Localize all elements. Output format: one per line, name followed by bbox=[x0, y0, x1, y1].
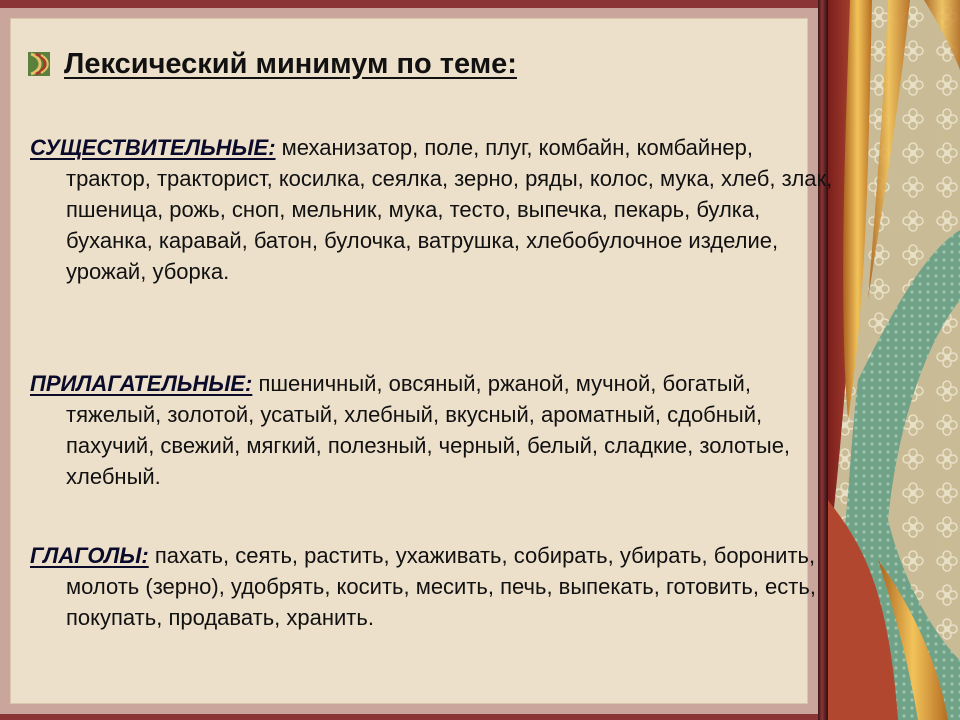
decorative-pattern bbox=[828, 0, 960, 720]
section-label-adjectives: ПРИЛАГАТЕЛЬНЫЕ: bbox=[30, 371, 253, 396]
section-nouns bbox=[30, 132, 836, 287]
decorative-side-panel bbox=[828, 0, 960, 720]
bullet-icon bbox=[28, 52, 50, 76]
section-verbs bbox=[30, 540, 836, 633]
section-label-nouns: СУЩЕСТВИТЕЛЬНЫЕ: bbox=[30, 135, 276, 160]
section-text-nouns: механизатор, поле, плуг, комбайн, комбайнер, трактор, тракторист, косилка, сеялка, зерно, ряды, колос, мука, хлеб, злак, пшеница, рожь, сноп, мельник, мука, тесто, выпечка, пекарь, булка, буханка, каравай, батон, булочка, ватрушка, хлебобулочное изделие, урожай, уборка. bbox=[66, 135, 833, 284]
section-text-verbs: пахать, сеять, растить, ухаживать, собирать, убирать, боронить, молоть (зерно), удобрять, косить, месить, печь, выпекать, готовить, есть, покупать, продавать, хранить. bbox=[66, 543, 816, 630]
section-label-verbs: ГЛАГОЛЫ: bbox=[30, 543, 149, 568]
title-row bbox=[28, 44, 798, 88]
section-adjectives bbox=[30, 368, 836, 492]
section-text-adjectives: пшеничный, овсяный, ржаной, мучной, богатый, тяжелый, золотой, усатый, хлебный, вкусный, ароматный, сдобный, пахучий, свежий, мягкий, полезный, черный, белый, сладкие, золотые, хлебный. bbox=[66, 371, 791, 489]
slide-title: Лексический минимум по теме: bbox=[64, 48, 517, 80]
